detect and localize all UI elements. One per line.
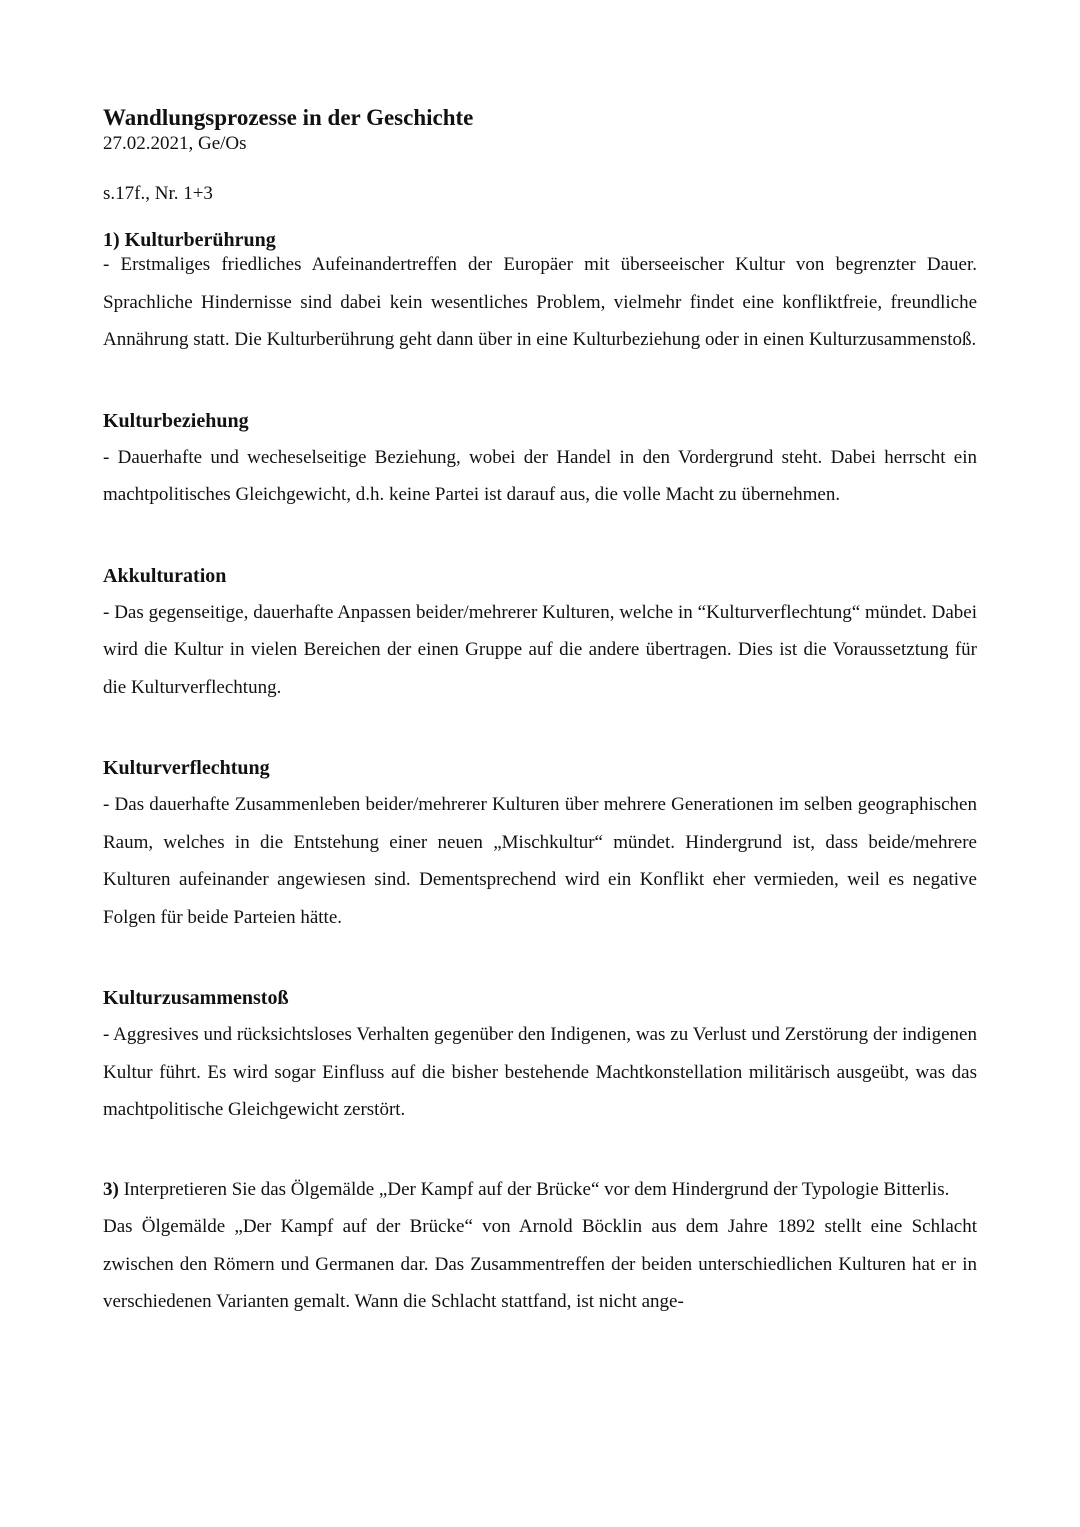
section-kulturverflechtung [103,756,977,936]
task-question-text: Interpretieren Sie das Ölgemälde „Der Kampf auf der Brücke“ vor dem Hindergrund der Typologie Bitterlis. [118,1178,950,1200]
document-reference: s.17f., Nr. 1+3 [103,183,213,204]
section-heading: 1) Kulturberührung [103,229,276,251]
section-text: - Das dauerhafte Zusammenleben beider/mehrerer Kulturen über mehrere Generationen im selben geographischen Raum, welches in die Entstehung einer neuen „Mischkultur“ mündet. Hindergrund ist, dass beide/mehrere Kulturen aufeinander angewiesen sind. Dementsprechend wird ein Konflikt eher vermieden, weil es negative Folgen für beide Parteien hätte. [103,794,977,928]
section-text: - Dauerhafte und wecheselseitige Beziehung, wobei der Handel in den Vordergrund steht. Dabei herrscht ein machtpolitisches Gleichgewicht, d.h. keine Partei ist darauf aus, die volle Macht zu übernehmen. [103,446,977,505]
section-heading: Kulturverflechtung [103,757,270,779]
task-number: 3) [103,1178,119,1200]
section-kulturberuehrung [103,228,977,359]
document-page [103,104,977,1321]
section-text: - Erstmaliges friedliches Aufeinandertreffen der Europäer mit überseeischer Kultur von begrenzter Dauer. Sprachliche Hindernisse sind dabei kein wesentliches Problem, vielmehr findet eine konfliktfreie, freundliche Annährung statt. Die Kulturberührung geht dann über in eine Kulturbeziehung oder in einen Kulturzusammenstoß. [103,254,977,350]
task-3 [103,1171,977,1321]
section-kulturbeziehung [103,409,977,514]
task-answer: Das Ölgemälde „Der Kampf auf der Brücke“ von Arnold Böcklin aus dem Jahre 1892 stellt eine Schlacht zwischen den Römern und Germanen dar. Das Zusammentreffen der beiden unterschiedlichen Kulturen hat er in verschiedenen Varianten gemalt. Wann die Schlacht stattfand, ist nicht ange- [103,1216,977,1312]
document-date-author: 27.02.2021, Ge/Os [103,133,247,154]
section-heading: Kulturbeziehung [103,409,249,432]
task-question [103,1171,977,1209]
document-title: Wandlungsprozesse in der Geschichte [103,105,474,130]
section-akkulturation [103,564,977,707]
section-text: - Das gegenseitige, dauerhafte Anpassen beider/mehrerer Kulturen, welche in “Kulturverflechtung“ mündet. Dabei wird die Kultur in vielen Bereichen der einen Gruppe auf die andere übertragen. Dies ist die Voraussetztung für die Kulturverflechtung. [103,601,977,698]
section-heading: Kulturzusammenstoß [103,987,289,1009]
section-kulturzusammenstoss [103,986,977,1129]
section-text: - Aggresives und rücksichtsloses Verhalten gegenüber den Indigenen, was zu Verlust und Zerstörung der indigenen Kultur führt. Es wird sogar Einfluss auf die bisher bestehende Machtkonstellation militärisch ausgeübt, was das machtpolitische Gleichgewicht zerstört. [103,1024,977,1120]
section-heading: Akkulturation [103,564,227,587]
